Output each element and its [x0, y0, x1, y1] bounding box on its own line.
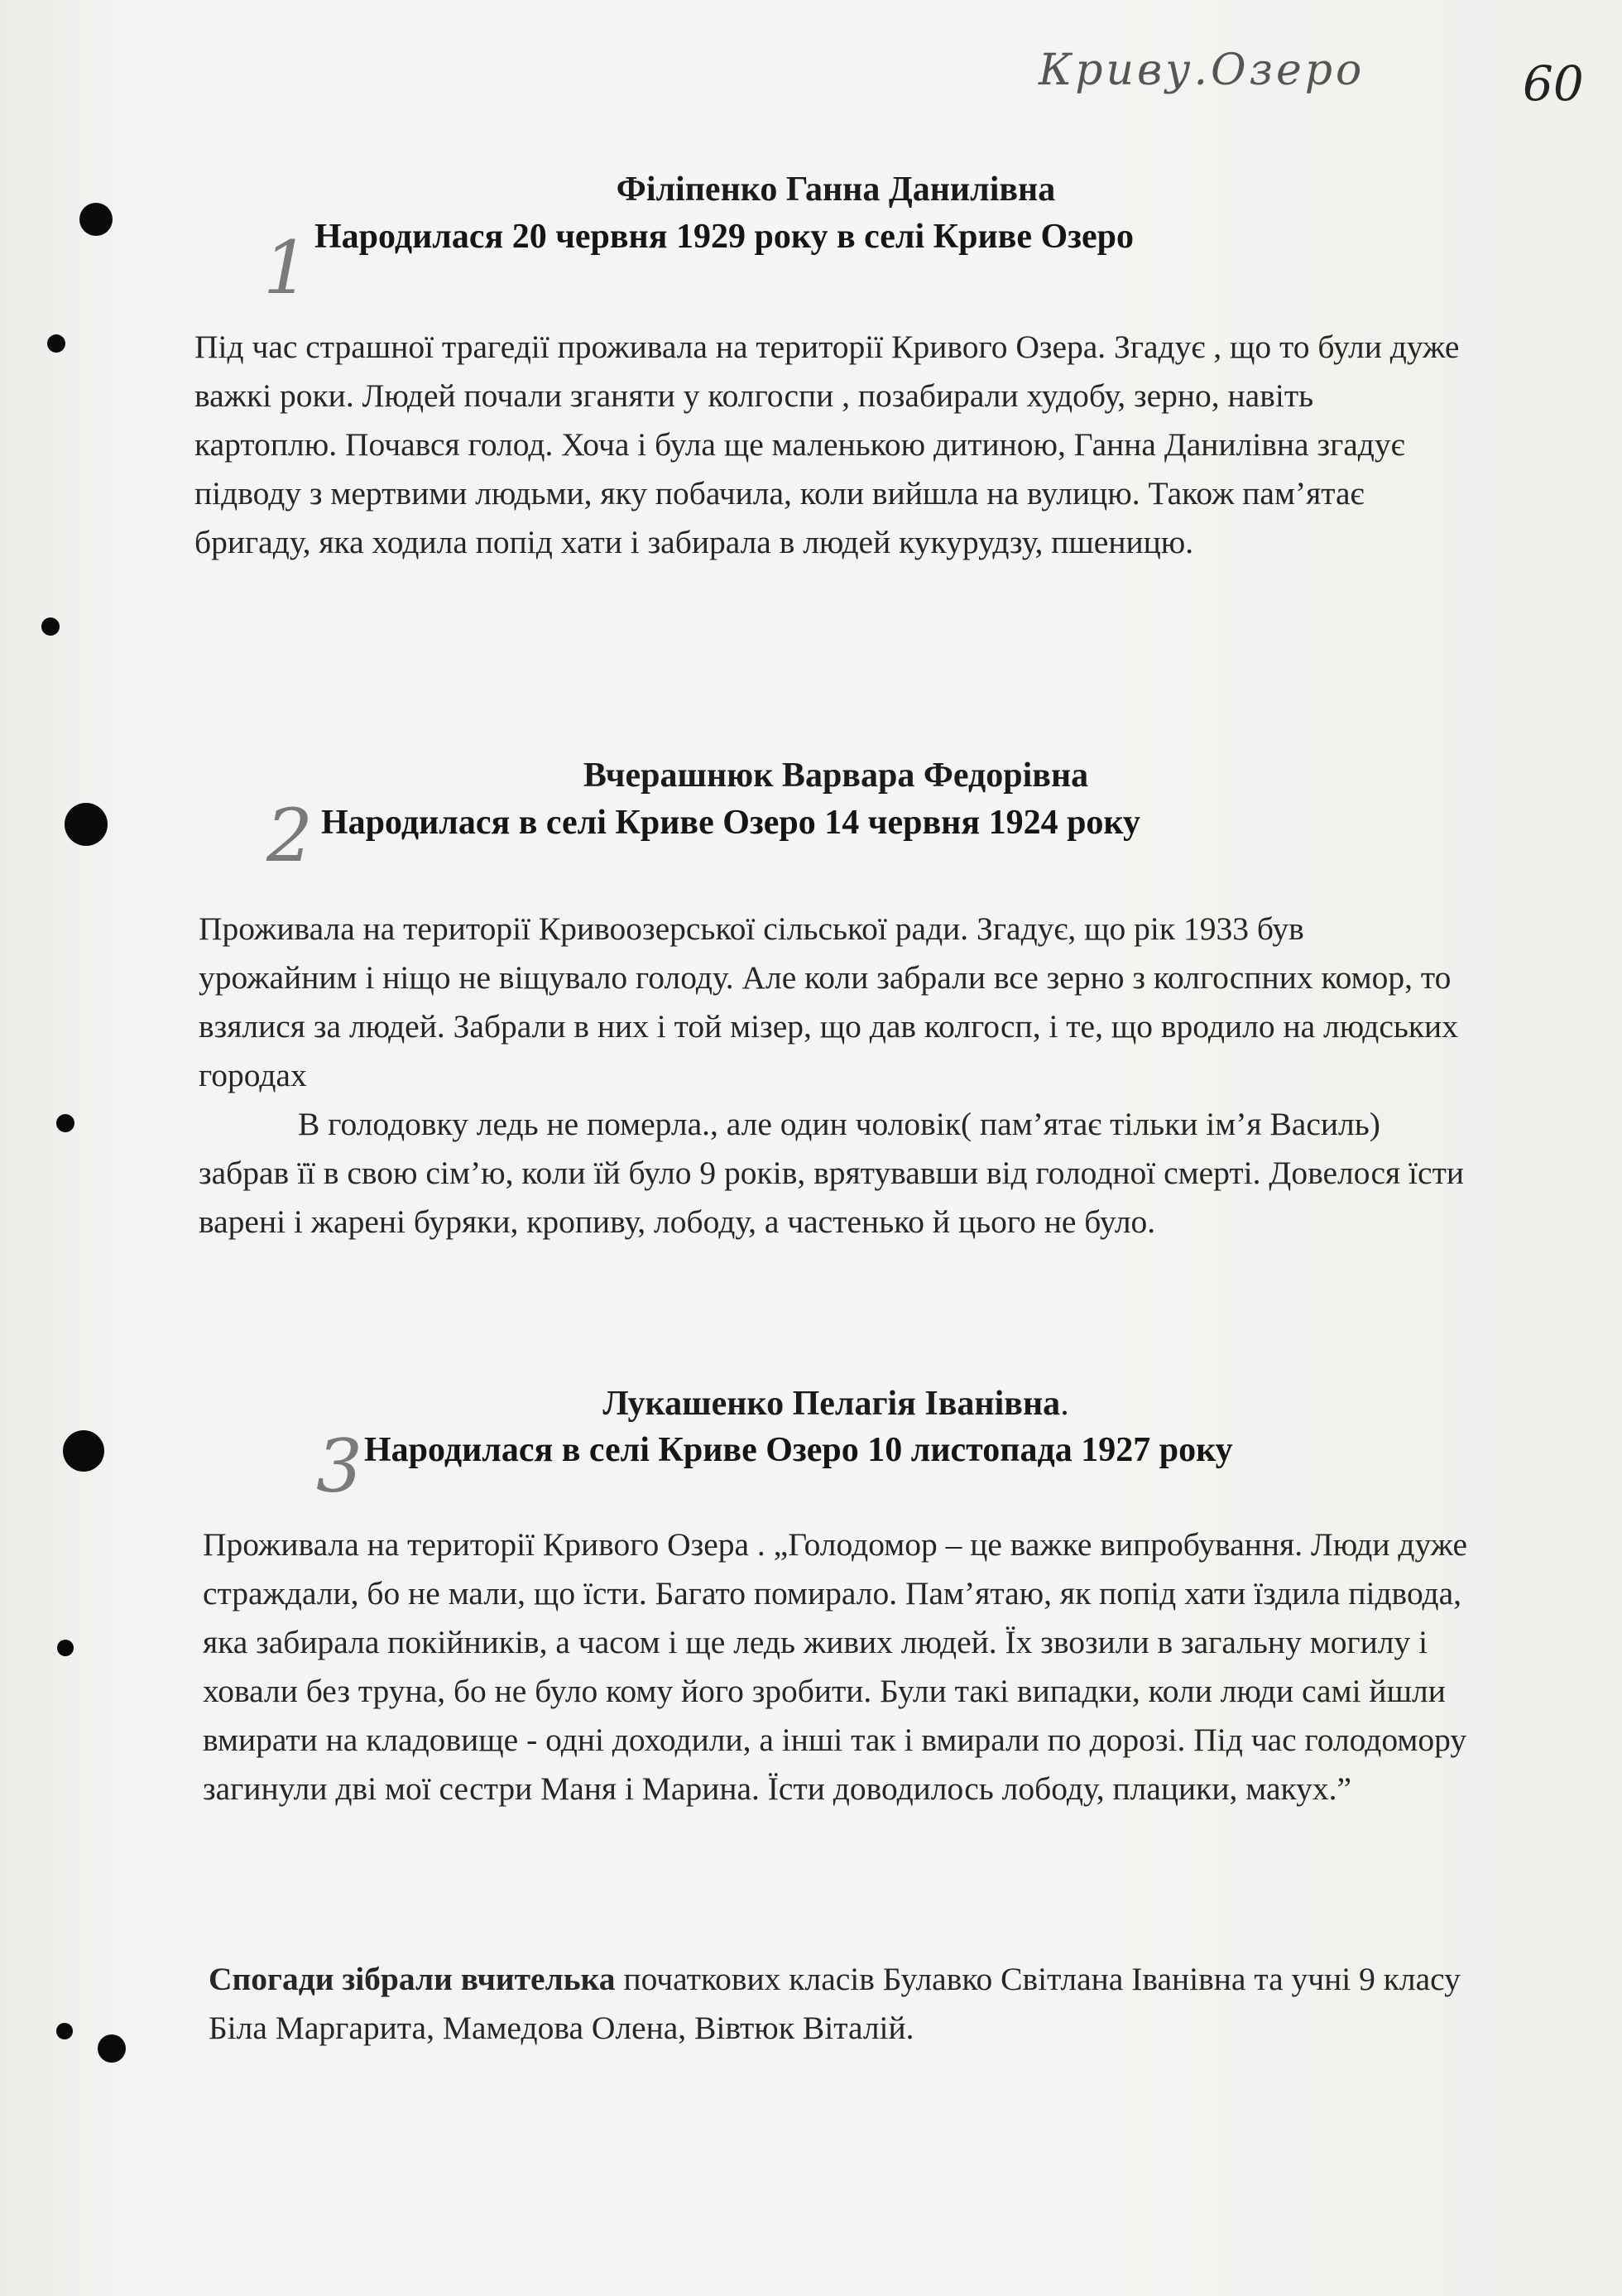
entry-1-born: Народилася 20 червня 1929 року в селі Криве Озеро — [314, 218, 1135, 256]
credit-text — [209, 1955, 1500, 2053]
credit-rest: початкових класів Булавко Світлана Іванівна та учні 9 класу Біла Маргарита, Мамедова Олена, Вівтюк Віталій. — [209, 1961, 1461, 2046]
entry-1-name: Філіпенко Ганна Данилівна — [616, 171, 1056, 209]
punch-hole — [56, 1114, 74, 1132]
entry-3-name-suffix: . — [1060, 1385, 1069, 1423]
entry-2-name: Вчерашнюк Варвара Федорівна — [583, 757, 1089, 795]
credit-paragraph — [209, 1955, 1500, 2053]
punch-hole — [56, 2023, 73, 2039]
entry-3-name — [0, 1384, 1622, 1424]
entry-2-paragraph: Проживала на території Кривоозерської сільської ради. Згадує, що рік 1933 був урожайним і ніщо не віщувало голоду. Але коли забрали все зерно з колгоспних комор, то взялися за людей. Забрали в них і той мізер, що дав колгосп, і те, що вродило на людських городах — [199, 910, 1458, 1093]
credit-bold: Спогади зібрали вчителька — [209, 1961, 616, 1997]
punch-hole — [63, 1430, 104, 1472]
entry-2-paragraph-2: В голодовку ледь не померла., але один чоловік( пам’ятає тільки ім’я Василь) забрав її в свою сім’ю, коли їй було 9 років, врятувавши від голодної смерті. Довелося їсти варені і жарені буряки, кропиву, лободу, а частенько й цього не було. — [199, 1106, 1464, 1240]
entry-3-number: 3 — [316, 1424, 362, 1509]
entry-2-number: 2 — [266, 793, 313, 878]
punch-hole — [57, 1640, 74, 1656]
punch-hole — [47, 334, 65, 353]
entry-3-paragraph: Проживала на території Кривого Озера . „Голодомор – це важке випробування. Люди дуже страждали, бо не мали, що їсти. Багато помирало. Пам’ятаю, як попід хати їздила підвода, яка забирала покійників, а часом і ще ледь живих людей. Їх звозили в загальну могилу і ховали без труна, бо не було кому його зробити. Були такі випадки, коли люди самі йшли вмирати на кладовище - одні доходили, а інші так і вмирали по дорозі. Під час голодомору загинули дві мої сестри Маня і Марина. Їсти доводилось лободу, плацики, макух.” — [203, 1526, 1467, 1807]
entry-3-born: Народилася в селі Криве Озеро 10 листопада 1927 року — [364, 1431, 1233, 1469]
entry-3-name-text: Лукашенко Пелагія Іванівна — [602, 1385, 1061, 1423]
entry-1-text — [194, 323, 1461, 567]
handwritten-corner-note — [1039, 46, 1584, 120]
entry-2-text — [199, 905, 1465, 1246]
punch-hole — [98, 2034, 126, 2063]
punch-hole — [41, 617, 60, 636]
corner-note-text: Криву.Озеро — [1039, 46, 1365, 95]
entry-2-born: Народилася в селі Криве Озеро 14 червня 1924 року — [321, 804, 1141, 842]
page-number: 60 — [1523, 55, 1584, 112]
punch-hole — [65, 803, 108, 846]
entry-3-text — [203, 1520, 1494, 1813]
entry-1-number: 1 — [263, 225, 310, 310]
entry-1-paragraph: Під час страшної трагедії проживала на території Кривого Озера. Згадує , що то були дуже важкі роки. Людей почали зганяти у колгоспи , позабирали худобу, зерно, навіть картоплю. Почався голод. Хоча і була ще маленькою дитиною, Ганна Данилівна згадує підводу з мертвими людьми, яку побачила, коли вийшла на вулицю. Також пам’ятає бригаду, яка ходила попід хати і забирала в людей кукурудзу, пшеницю. — [194, 329, 1460, 560]
